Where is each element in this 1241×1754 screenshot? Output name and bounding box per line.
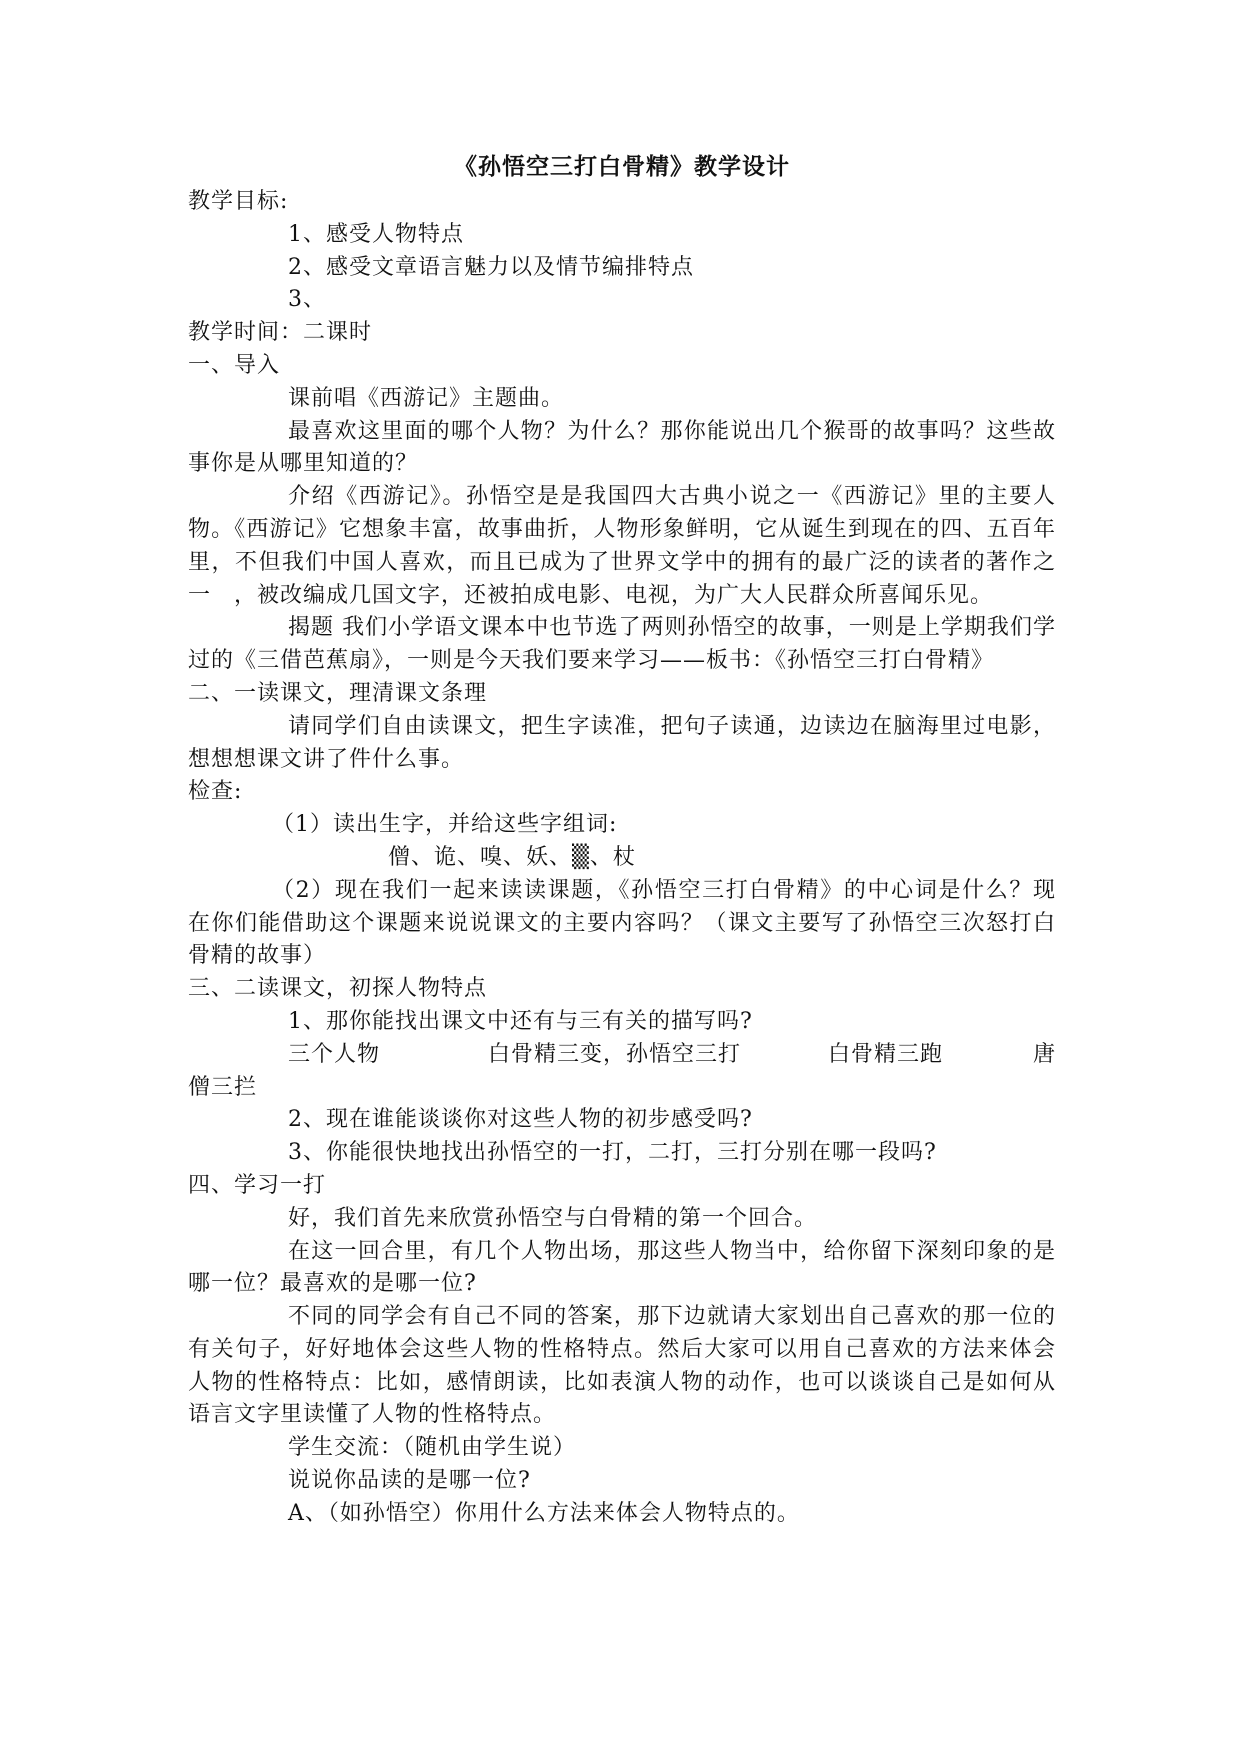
section-3-heading: 三、二读课文，初探人物特点	[188, 976, 488, 1002]
section-4-heading: 四、学习一打	[188, 1172, 327, 1198]
question-2: （2）现在我们一起来读读课题，《孙悟空三打白骨精》的中心词是什么？现在你们能借助这个课题来说说课文的主要内容吗？（课文主要写了孙悟空三次怒打白骨精的故事）	[188, 877, 1056, 969]
section-4-paragraph-6: A、（如孙悟空）你用什么方法来体会人物特点的。	[288, 1500, 800, 1526]
section-4-paragraph-3: 不同的同学会有自己不同的答案，那下边就请大家划出自己喜欢的那一位的有关句子，好好地体会这些人物的性格特点。然后大家可以用自己喜欢的方法来体会人物的性格特点：比如，感情朗读，比如表演人物的动作，也可以谈谈自己是如何从语言文字里读懂了人物的性格特点。	[188, 1304, 1056, 1428]
section-3-paragraph-3: 3、你能很快地找出孙悟空的一打，二打，三打分别在哪一段吗?	[288, 1140, 937, 1166]
section-2-paragraph-1: 请同学们自由读课文，把生字读准，把句子读通，边读边在脑海里过电影，想想想课文讲了件什么事。	[188, 713, 1056, 772]
objective-item-1: 1、感受人物特点	[288, 221, 464, 247]
section-4-paragraph-1: 好，我们首先来欣赏孙悟空与白骨精的第一个回合。	[288, 1205, 818, 1231]
threes-item-2: 白骨精三变，孙悟空三打	[488, 1041, 742, 1067]
section-1-paragraph-3: 介绍《西游记》。孙悟空是是我国四大古典小说之一《西游记》里的主要人物。《西游记》它想象丰富，故事曲折，人物形象鲜明，它从诞生到现在的四、五百年里，不但我们中国人喜欢，而且已成为了世界文学中的拥有的最广泛的读者的著作之一 ，被改编成几国文字，还被拍成电影、电视，为广大人民群众所喜闻乐见。	[188, 484, 1056, 608]
document-title: 《孙悟空三打白骨精》教学设计	[454, 153, 790, 180]
document-page	[188, 150, 1056, 1531]
threes-item-3: 白骨精三跑	[828, 1041, 944, 1067]
section-1-paragraph-2: 最喜欢这里面的哪个人物？为什么？那你能说出几个猴哥的故事吗？这些故事你是从哪里知道的？	[188, 418, 1056, 477]
threes-item-4: 唐	[1032, 1041, 1056, 1067]
teaching-time: 教学时间：二课时	[188, 320, 373, 346]
threes-row	[188, 1039, 1056, 1072]
section-2-heading: 二、一读课文，理清课文条理	[188, 680, 488, 706]
section-4-paragraph-4: 学生交流：（随机由学生说）	[288, 1435, 577, 1461]
threes-item-1: 三个人物	[288, 1041, 381, 1067]
check-heading: 检查:	[188, 779, 243, 805]
section-3-paragraph-1: 1、那你能找出课文中还有与三有关的描写吗?	[288, 1008, 753, 1034]
question-1: （1）读出生字，并给这些字组词:	[272, 812, 618, 838]
section-4-paragraph-5: 说说你品读的是哪一位?	[288, 1468, 531, 1494]
section-4-paragraph-2: 在这一回合里，有几个人物出场，那这些人物当中，给你留下深刻印象的是哪一位？最喜欢的是哪一位?	[188, 1238, 1056, 1297]
section-1-paragraph-4: 揭题 我们小学语文课本中也节选了两则孙悟空的故事，一则是上学期我们学过的《三借芭蕉扇》，一则是今天我们要来学习——板书：《孙悟空三打白骨精》	[188, 615, 1056, 674]
objective-item-2: 2、感受文章语言魅力以及情节编排特点	[288, 254, 694, 280]
section-1-paragraph-1: 课前唱《西游记》主题曲。	[288, 385, 565, 411]
objective-item-3: 3、	[288, 287, 326, 313]
new-words: 僧、诡、嗅、妖、▒、杖	[388, 844, 636, 870]
section-3-paragraph-2: 2、现在谁能谈谈你对这些人物的初步感受吗?	[288, 1107, 753, 1133]
section-1-heading: 一、导入	[188, 352, 281, 378]
threes-wrap: 僧三拦	[188, 1074, 258, 1100]
objectives-heading: 教学目标:	[188, 189, 289, 214]
